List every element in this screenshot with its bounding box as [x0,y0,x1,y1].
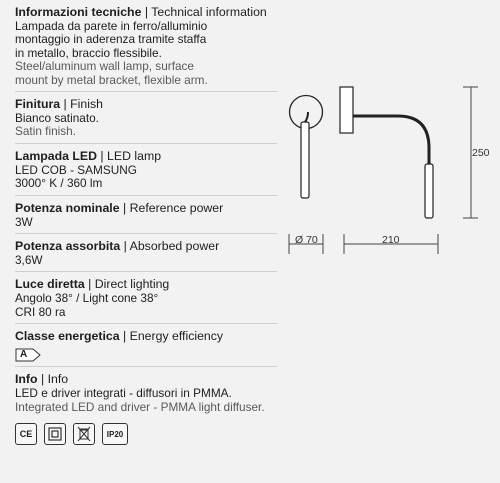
spec-section [15,143,277,191]
section-title-it: Finitura [15,97,61,112]
spec-line: CRI 80 ra [15,304,66,319]
spec-line: 3W [15,214,33,229]
title-separator: | [88,277,92,292]
section-divider [15,195,277,196]
certification-icons [15,423,277,445]
section-heading [15,97,277,112]
title-separator: | [123,239,127,254]
section-heading [15,329,277,344]
section-title-it: Informazioni tecniche [15,5,142,19]
title-separator: | [123,329,127,344]
section-heading [15,239,277,254]
section-divider [15,143,277,144]
spec-section [15,91,277,139]
section-title-it: Potenza assorbita [15,239,121,254]
height-dimension [463,87,490,218]
spec-line: 3,6W [15,253,43,268]
spec-line: Integrated LED and driver - PMMA light diffuser. [15,399,265,414]
section-title-en: Direct lighting [94,277,170,292]
spec-line: Steel/aluminum wall lamp, surface [15,59,194,74]
section-title-en: LED lamp [107,148,162,163]
title-separator: | [63,97,67,112]
ce-mark-icon: CE [15,423,37,445]
section-title-en: Technical information [151,5,267,19]
section-title-it: Potenza nominale [15,200,120,215]
spec-section [15,271,277,319]
spec-line: Bianco satinato. [15,111,99,126]
width-dimensions [289,234,438,254]
title-separator: | [122,200,127,215]
section-title-it: Classe energetica [15,329,120,344]
title-separator: | [144,5,149,19]
ip20-icon: IP20 [102,423,128,445]
section-heading [15,201,277,216]
section-divider [15,366,277,367]
spec-line: 3000° K / 360 lm [15,176,103,191]
title-separator: | [40,372,45,387]
section-heading [15,277,277,292]
section-title-en: Energy efficiency [129,329,224,344]
section-title-en: Finish [70,97,103,112]
section-heading [15,372,277,387]
spec-line: in metallo, braccio flessibile. [15,45,162,60]
section-title-it: Info [15,372,38,387]
spec-sections [15,5,277,414]
section-divider [15,323,277,324]
section-title-en: Info [47,372,69,387]
section-title-en: Absorbed power [129,239,220,254]
spec-section [15,233,277,267]
section-heading [15,149,277,164]
spec-line: mount by metal bracket, flexible arm. [15,72,208,87]
spec-line: LED COB - SAMSUNG [15,162,137,177]
front-view [290,96,323,199]
spec-section [15,5,277,87]
spec-column [15,5,277,445]
spec-section [15,195,277,229]
section-title-it: Lampada LED [15,148,97,163]
energy-class-label: A [20,349,28,361]
spec-section [15,366,277,414]
spec-section [15,323,277,362]
spec-line: Angolo 38° / Light cone 38° [15,291,159,306]
spec-line: LED e driver integrati - diffusori in PMMA. [15,386,232,401]
section-title-en: Reference power [129,200,224,215]
spec-line: montaggio in aderenza tramite staffa [15,32,207,47]
spec-line: Satin finish. [15,124,76,139]
section-divider [15,233,277,234]
title-separator: | [100,148,104,163]
diameter-label: Ø 70 [295,234,318,246]
side-view [340,87,433,218]
height-label: 250 [472,147,490,159]
section-title-it: Luce diretta [15,277,85,292]
section-divider [15,91,277,92]
weee-bin-icon [73,423,95,445]
spec-line: Lampada da parete in ferro/alluminio [15,19,208,33]
energy-class-badge [15,348,41,362]
width-label: 210 [382,234,400,246]
section-heading [15,5,277,20]
double-insulation-icon [44,423,66,445]
section-divider [15,271,277,272]
lamp-dimension-drawing [278,76,493,256]
